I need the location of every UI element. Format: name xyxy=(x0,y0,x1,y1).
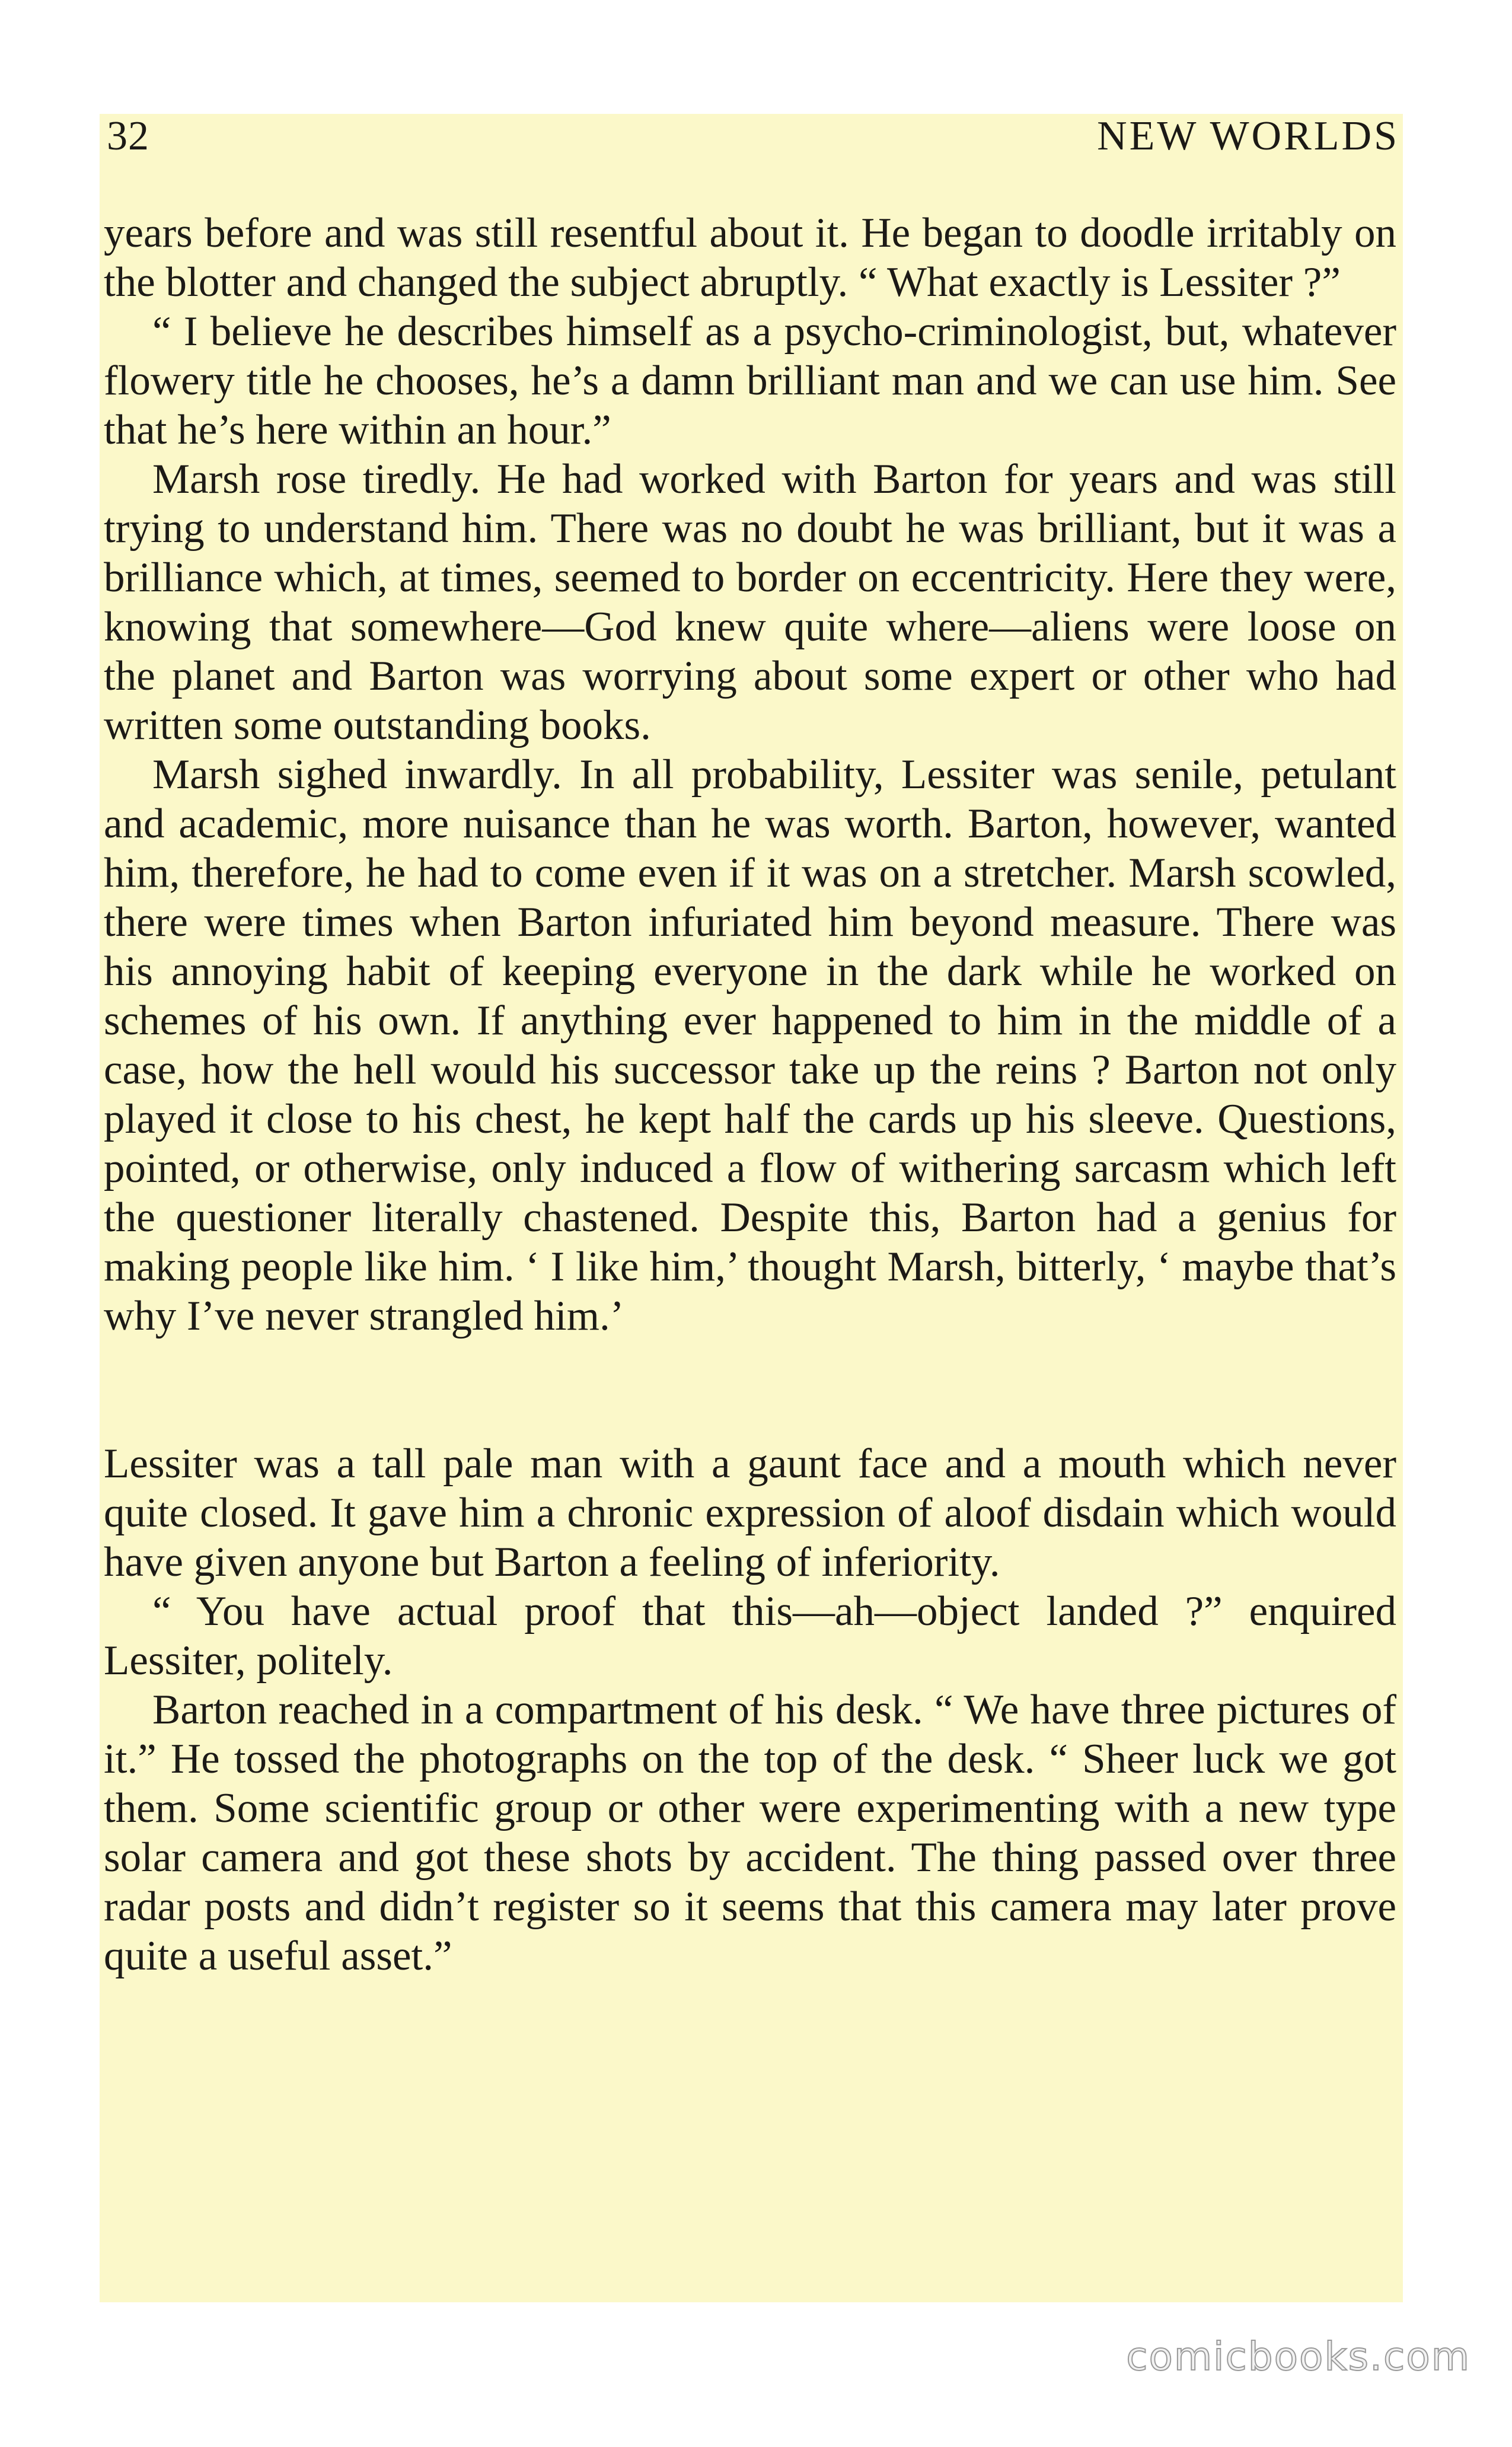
paragraph-continued: years before and was still resentful about it. He began to doodle irritably on the blotter and changed the subject abruptly. “ What exactly is Lessiter ?” xyxy=(104,210,1396,305)
paragraph: Marsh rose tiredly. He had worked with Barton for years and was still trying to understand him. There was no doubt he was brilliant, but it was a brilliance which, at times, seemed to border on eccentricity. Here they were, knowing that somewhere—God knew quite where—aliens were loose on the planet and Barton was worrying about some expert or other who had written some outstanding books. xyxy=(104,456,1396,748)
journal-title: NEW WORLDS xyxy=(1097,113,1399,159)
watermark-logo: comicbooks.com xyxy=(1126,2334,1470,2379)
paragraph-section-start: Lessiter was a tall pale man with a gaunt face and a mouth which never quite closed. It gave him a chronic expression of aloof disdain which would have given anyone but Barton a feeling of inferiority. xyxy=(104,1441,1396,1585)
page-number: 32 xyxy=(107,113,149,159)
paragraph: Barton reached in a compartment of his desk. “ We have three pictures of it.” He tossed the photographs on the top of the desk. “ Sheer luck we got them. Some scientific group or other were experimenting with a new type solar camera and got these shots by accident. The thing passed over three radar posts and didn’t register so it seems that this camera may later prove quite a useful asset.” xyxy=(104,1687,1396,1979)
running-head xyxy=(107,113,1399,166)
paragraph: “ You have actual proof that this—ah—object landed ?” enquired Lessiter, politely. xyxy=(104,1588,1396,1684)
paragraph: “ I believe he describes himself as a psycho-criminologist, but, whatever flowery title he chooses, he’s a damn brilliant man and we can use him. See that he’s here within an hour.” xyxy=(104,308,1396,453)
section-break xyxy=(104,1341,1396,1439)
story-text xyxy=(104,209,1396,1981)
paragraph: Marsh sighed inwardly. In all probability, Lessiter was senile, petulant and academic, more nuisance than he was worth. Barton, however, wanted him, therefore, he had to come even if it was on a stretcher. Marsh scowled, there were times when Barton infuriated him beyond measure. There was his annoying habit of keeping everyone in the dark while he worked on schemes of his own. If anything ever happened to him in the middle of a case, how the hell would his successor take up the reins ? Barton not only played it close to his chest, he kept half the cards up his sleeve. Questions, pointed, or otherwise, only induced a flow of withering sarcasm which left the questioner literally chastened. Despite this, Barton had a genius for making people like him. ‘ I like him,’ thought Marsh, bitterly, ‘ maybe that’s why I’ve never strangled him.’ xyxy=(104,751,1396,1339)
